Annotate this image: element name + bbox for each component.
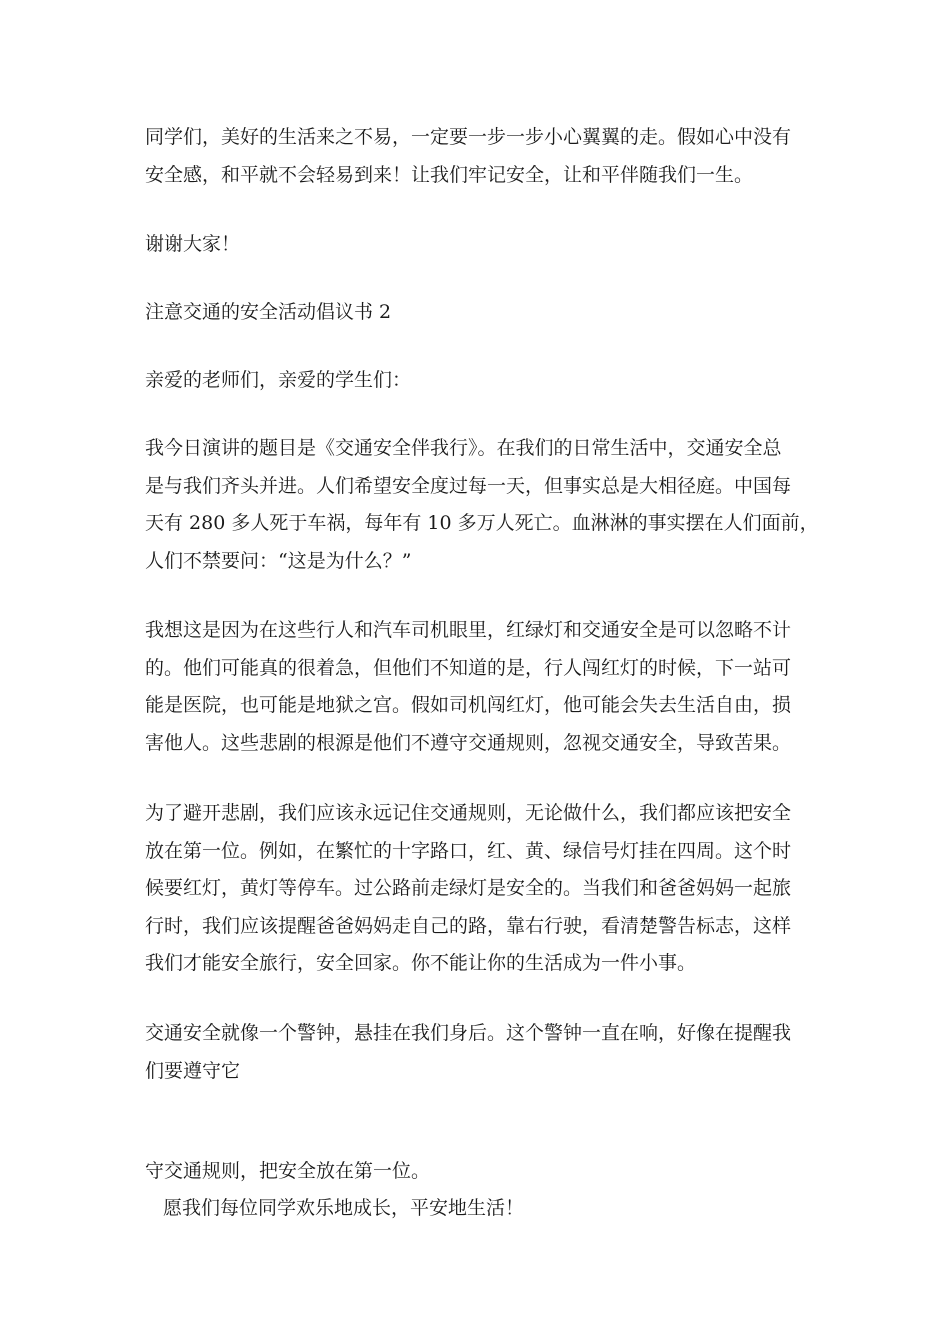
text-line: 安全感，和平就不会轻易到来！让我们牢记安全，让和平伴随我们一生。 (145, 163, 754, 186)
text-line: 守交通规则，把安全放在第一位。 (145, 1160, 431, 1182)
text-line: 放在第一位。例如，在繁忙的十字路口，红、黄、绿信号灯挂在四周。这个时 (145, 839, 792, 862)
text-line: 我们才能安全旅行，安全回家。你不能让你的生活成为一件小事。 (145, 952, 697, 974)
paragraph-alarm-bell (145, 1015, 805, 1090)
paragraph-continued (145, 1153, 805, 1191)
paragraph-speech-intro (145, 430, 819, 580)
text-line: 的。他们可能真的很着急，但他们不知道的是，行人闯红灯的时候，下一站可 (145, 656, 792, 679)
paragraph-greeting (145, 362, 805, 400)
text-line: 为了避开悲剧，我们应该永远记住交通规则，无论做什么，我们都应该把安全 (145, 802, 792, 824)
text-line: 我想这是因为在这些行人和汽车司机眼里，红绿灯和交通安全是可以忽略不计 (145, 619, 792, 641)
text-line: 天有 280 多人死于车祸，每年有 10 多万人死亡。血淋淋的事实摆在人们面前， (145, 512, 819, 534)
text-line: 同学们，美好的生活来之不易，一定要一步一步小心翼翼的走。假如心中没有 (145, 126, 792, 148)
text-line: 们要遵守它 (145, 1059, 241, 1082)
text-line: 交通安全就像一个警钟，悬挂在我们身后。这个警钟一直在响，好像在提醒我 (145, 1022, 792, 1044)
text-line: 行时，我们应该提醒爸爸妈妈走自己的路，靠右行驶，看清楚警告标志，这样 (145, 914, 792, 937)
text-line: 亲爱的老师们，亲爱的学生们： (145, 369, 412, 391)
section-heading (145, 294, 805, 332)
text-line: 害他人。这些悲剧的根源是他们不遵守交通规则，忽视交通安全，导致苦果。 (145, 731, 792, 754)
text-line: 我今日演讲的题目是《交通安全伴我行》。在我们的日常生活中，交通安全总 (145, 437, 782, 459)
text-line: 是与我们齐头并进。人们希望安全度过每一天，但事实总是大相径庭。中国每 (145, 474, 792, 497)
text-line: 能是医院，也可能是地狱之宫。假如司机闯红灯，他可能会失去生活自由，损 (145, 694, 792, 716)
text-line: 人们不禁要问：“这是为什么？” (145, 549, 412, 572)
paragraph-thanks (145, 226, 805, 264)
paragraph-reasons (145, 612, 805, 762)
paragraph-rules (145, 795, 805, 983)
text-line: 愿我们每位同学欢乐地成长，平安地生活！ (163, 1197, 525, 1219)
text-line: 谢谢大家！ (145, 233, 241, 255)
text-line: 候要红灯，黄灯等停车。过公路前走绿灯是安全的。当我们和爸爸妈妈一起旅 (145, 877, 792, 899)
paragraph-closing-remarks (145, 119, 805, 194)
paragraph-wish (163, 1190, 823, 1228)
text-line: 注意交通的安全活动倡议书 2 (145, 301, 392, 323)
